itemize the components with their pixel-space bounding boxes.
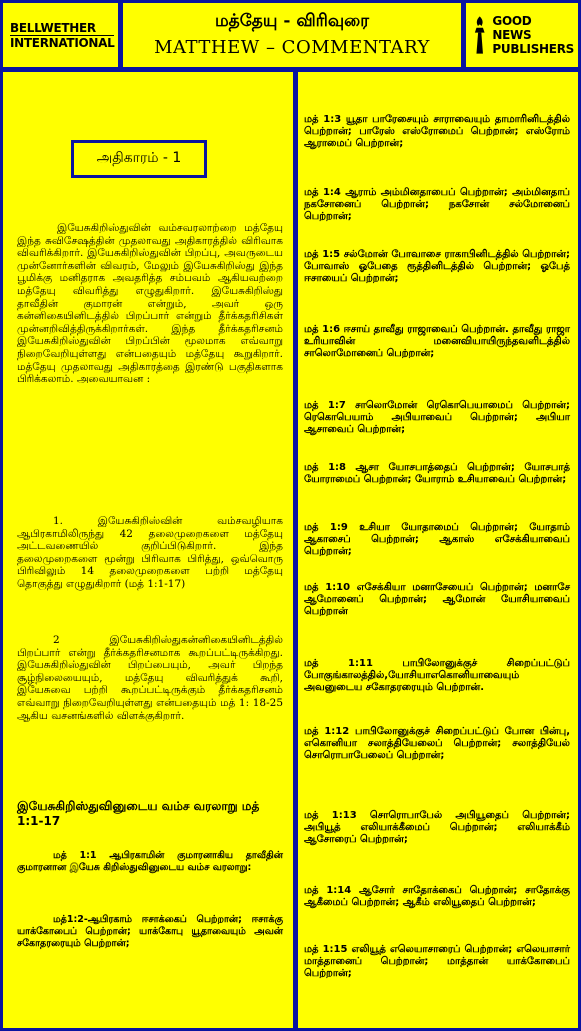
verse-1-3: மத் 1:3 யூதா பாரேசையும் சாராவையும் தாமாரினிடத்தில் பெற்றான்; பாரேஸ் எஸ்ரோமைப் பெற்றான்; எஸ்ரோம் ஆராமைப் பெற்றான்; — [304, 114, 570, 150]
point-2: 2 இயேசுகிறிஸ்துகன்னிகையினிடத்தில் பிறப்பார் என்று தீர்க்கதரிசனமாக கூறப்பட்டிருக்கிறது. இயேசுகிறிஸ்துவின் பிறப்பையும், அவர் பிறந்த சூழ்நிலையையும், மத்தேயு விவரித்துக் கூறி, இயேசுவை பற்றி கூறப்பட்டிருக்கும் தீர்க்கதரிசனம் எவ்வாறு நிறைவேறியுள்ளது என்பதையும் மத் 1: 18-25 ஆகிய வசனங்களில் விளக்குகிறார். — [17, 634, 283, 722]
verse-1-13: மத் 1:13 சொரொபாபேல் அபியூதைப் பெற்றான்; அபியூத் எலியாக்கீமைப் பெற்றான்; எலியாக்கீம் ஆசோரைப் பெற்றான்; — [304, 810, 570, 846]
verse-1-6: மத் 1:6 ஈசாய் தாவீது ராஜாவைப் பெற்றான். தாவீது ராஜா உரியாவின் மனைவியாயிருந்தவளிடத்தில் சாலொமோனைப் பெற்றான்; — [304, 324, 570, 360]
point-1: 1. இயேசுகிறிஸ்வின் வம்சவழியாக ஆபிரகாமிலிருந்து 42 தலைமுறைகளை மத்தேயு அட்டவணையில் குறிப்பிடுகிறார். இந்த தலைமுறைகளை மூன்று பிரிவாக பிரித்து, ஒவ்வொரு பிரிவிலும் 14 தலைமுறைகளை பற்றி மத்தேயு தொகுத்து எழுதுகிறார் (மத் 1:1-17) — [17, 515, 283, 590]
title-english: MATTHEW – COMMENTARY — [154, 37, 430, 58]
left-column — [3, 72, 293, 1028]
right-column — [298, 72, 578, 1028]
verse-1-14: மத் 1:14 ஆசோர் சாதோக்கைப் பெற்றான்; சாதோக்கு ஆகீமைப் பெற்றான்; ஆகீம் எலியூதைப் பெற்றான்; — [304, 885, 570, 909]
verse-1-7: மத் 1:7 சாலொமோன் ரெகொபெயாமைப் பெற்றான்; ரெகொபெயாம் அபியாவைப் பெற்றான்; அபியா ஆசாவைப் பெற்றான்; — [304, 400, 570, 436]
logo-line-2: INTERNATIONAL — [10, 35, 115, 50]
chapter-label-box — [71, 140, 207, 178]
intro-paragraph: இயேசுகிறிஸ்துவின் வம்சவரலாற்றை மத்தேயு இந்த சுவிசேஷத்தின் முதலாவது அதிகாரத்தில் விரிவாக விவரிக்கிறார். இயேசுகிறிஸ்துவின் பிறப்பு, அவருடைய முன்னோர்களின் விவரம், மேலும் இயேசுகிறிஸ்து இந்த பூமிக்கு மனிதராக அவதரித்த சம்பவம் ஆகியவற்றை மத்தேயு விவரித்து எழுதுகிறார். இயேசுகிறிஸ்து தாவீதின் குமாரன் என்றும், அவர் ஒரு கன்னிகையினிடத்தில் பிறப்பார் என்றும் தீர்க்கதரிசிகள் முன்னறிவித்திருக்கிறார்கள். இந்த தீர்க்கதரிசனம் இயேசுகிறிஸ்துவின் பிறப்பின் மூலமாக எவ்வாறு நிறைவேறியுள்ளது என்பதையும் மத்தேயு கூறுகிறார். மத்தேயு முதலாவது அதிகாரத்தை இரண்டு பகுதிகளாக பிரிக்கலாம். அவையாவன : — [17, 222, 283, 386]
verse-1-9: மத் 1:9 உசியா யோதாமைப் பெற்றான்; யோதாம் ஆகாசைப் பெற்றான்; ஆகாஸ் எசேக்கியாவைப் பெற்றான்; — [304, 522, 570, 558]
good-news-logo — [466, 3, 578, 67]
verse-1-4: மத் 1:4 ஆராம் அம்மினதாபைப் பெற்றான்; அம்மினதாப் நகசோனைப் பெற்றான்; நகசோன் சல்மோனைப் பெற்றான்; — [304, 187, 570, 223]
verse-1-1: மத் 1:1 ஆபிரகாமின் குமாரனாகிய தாவீதின் குமாரனான இயேசு கிறிஸ்துவினுடைய வம்ச வரலாறு: — [17, 850, 283, 873]
torch-icon — [470, 10, 489, 60]
verse-1-15: மத் 1:15 எலியூத் எலெயாசாரைப் பெற்றான்; எலெயாசார் மாத்தானைப் பெற்றான்; மாத்தான் யாக்கோபைப் பெற்றான்; — [304, 944, 570, 980]
section-title: இயேசுகிறிஸ்துவினுடைய வம்ச வரலாறு மத் 1:1-17 — [17, 799, 260, 828]
verse-1-5: மத் 1:5 சல்மோன் போவாசை ராகாபினிடத்தில் பெற்றான்; போவாஸ் ஓபேதை ரூத்தினிடத்தில் பெற்றான்; ஓபேத் ஈசாயைப் பெற்றான்; — [304, 249, 570, 285]
logo-line-1: BELLWETHER — [10, 20, 96, 35]
chapter-label: அதிகாரம் - 1 — [96, 150, 182, 166]
bellwether-logo — [3, 3, 118, 67]
verse-1-8: மத் 1:8 ஆசா யோசபாத்தைப் பெற்றான்; யோசபாத் யோராமைப் பெற்றான்; யோராம் உசியாவைப் பெற்றான்; — [304, 462, 570, 486]
logo-line-1: GOOD NEWS — [492, 14, 532, 42]
verse-1-12: மத் 1:12 பாபிலோனுக்குச் சிறைப்பட்டுப் போன பின்பு, எகொனியா சலாத்தியேலைப் பெற்றான்; சலாத்தியேல் சொரொபாபேலைப் பெற்றான்; — [304, 726, 570, 762]
verse-1-11: மத் 1:11 பாபிலோனுக்குச் சிறைப்பட்டுப் போகுங்காலத்தில்,யோசியாஎகொனியாவையும் அவனுடைய சகோதரரையும் பெற்றான். — [304, 658, 570, 694]
page-header — [123, 3, 461, 67]
verse-1-10: மத் 1:10 எசேக்கியா மனாசேயைப் பெற்றான்; மனாசே ஆமோனைப் பெற்றான்; ஆமோன் யோசியாவைப் பெற்றான் — [304, 582, 570, 618]
logo-line-2: PUBLISHERS — [492, 42, 574, 56]
verse-1-2: மத்1:2-ஆபிரகாம் ஈசாக்கைப் பெற்றான்; ஈசாக்கு யாக்கோபைப் பெற்றான்; யாக்கோபு யூதாவையும் அவன் சகோதரரையும் பெற்றான்; — [17, 914, 283, 949]
title-tamil: மத்தேயு - விரிவுரை — [214, 11, 370, 31]
